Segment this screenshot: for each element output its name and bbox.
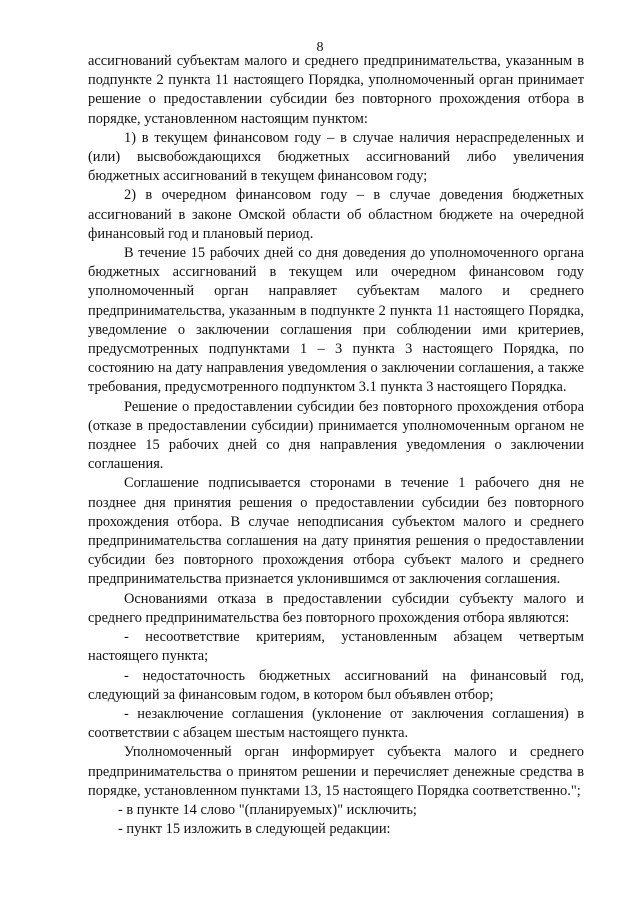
list-item: - несоответствие критериям, установленным абзацем четвертым настоящего пункта; (88, 629, 584, 665)
paragraph: 2) в очередном финансовом году – в случае доведения бюджетных ассигнований в законе Омской области об областном бюджете на очередной финансовый год и плановый период. (88, 187, 584, 242)
paragraph: Решение о предоставлении субсидии без повторного прохождения отбора (отказе в предоставлении субсидии) принимается уполномоченным органом не позднее 15 рабочих дней со дня направления уведомления о заключении соглашения. (88, 398, 584, 473)
paragraph: ассигнований субъектам малого и среднего предпринимательства, указанным в подпункте 2 пункта 11 настоящего Порядка, уполномоченный орган принимает решение о предоставлении субсидии без повторного прохождения отбора в порядке, установленном настоящим пунктом: (88, 53, 584, 127)
paragraph: В течение 15 рабочих дней со дня доведения до уполномоченного органа бюджетных ассигнований в текущем или очередном финансовом году уполномоченный орган направляет субъектам малого и среднего предпринимательства, указанным в подпункте 2 пункта 11 настоящего Порядка, уведомление о заключении соглашения при соблюдении ими критериев, предусмотренных подпунктами 1 – 3 пункта 3 настоящего Порядка, по состоянию на дату направления уведомления о заключении соглашения, а также требования, предусмотренного подпунктом 3.1 пункта 3 настоящего Порядка. (88, 245, 584, 396)
amendment-item: - пункт 15 изложить в следующей редакции: (118, 821, 391, 838)
paragraph: Уполномоченный орган информирует субъекта малого и среднего предпринимательства о принятом решении и перечисляет денежные средства в порядке, установленном пунктами 13, 15 настоящего Порядка соответственно."; (88, 744, 584, 799)
paragraph: Соглашение подписывается сторонами в течение 1 рабочего дня не позднее дня принятия решения о предоставлении субсидии без повторного прохождения отбора. В случае неподписания субъектом малого и среднего предпринимательства соглашения на дату принятия решения о предоставлении субсидии без повторного прохождения отбора субъект малого и среднего предпринимательства признается уклонившимся от заключения соглашения. (88, 475, 584, 588)
list-item: - незаключение соглашения (уклонение от заключения соглашения) в соответствии с абзацем шестым настоящего пункта. (88, 705, 584, 742)
amendment-item: - в пункте 14 слово "(планируемых)" исключить; (118, 801, 417, 818)
paragraph: 1) в текущем финансовом году – в случае наличия нераспределенных и (или) высвобождающихся бюджетных ассигнований либо увеличения бюджетных ассигнований в текущем финансовом году; (88, 129, 584, 185)
paragraph: Основаниями отказа в предоставлении субсидии субъекту малого и среднего предпринимательства без повторного прохождения отбора являются: (88, 590, 584, 626)
document-body (88, 52, 584, 839)
page-number: 8 (316, 40, 324, 55)
list-item: - недостаточность бюджетных ассигнований на финансовый год, следующий за финансовым годом, в котором был объявлен отбор; (88, 667, 584, 703)
